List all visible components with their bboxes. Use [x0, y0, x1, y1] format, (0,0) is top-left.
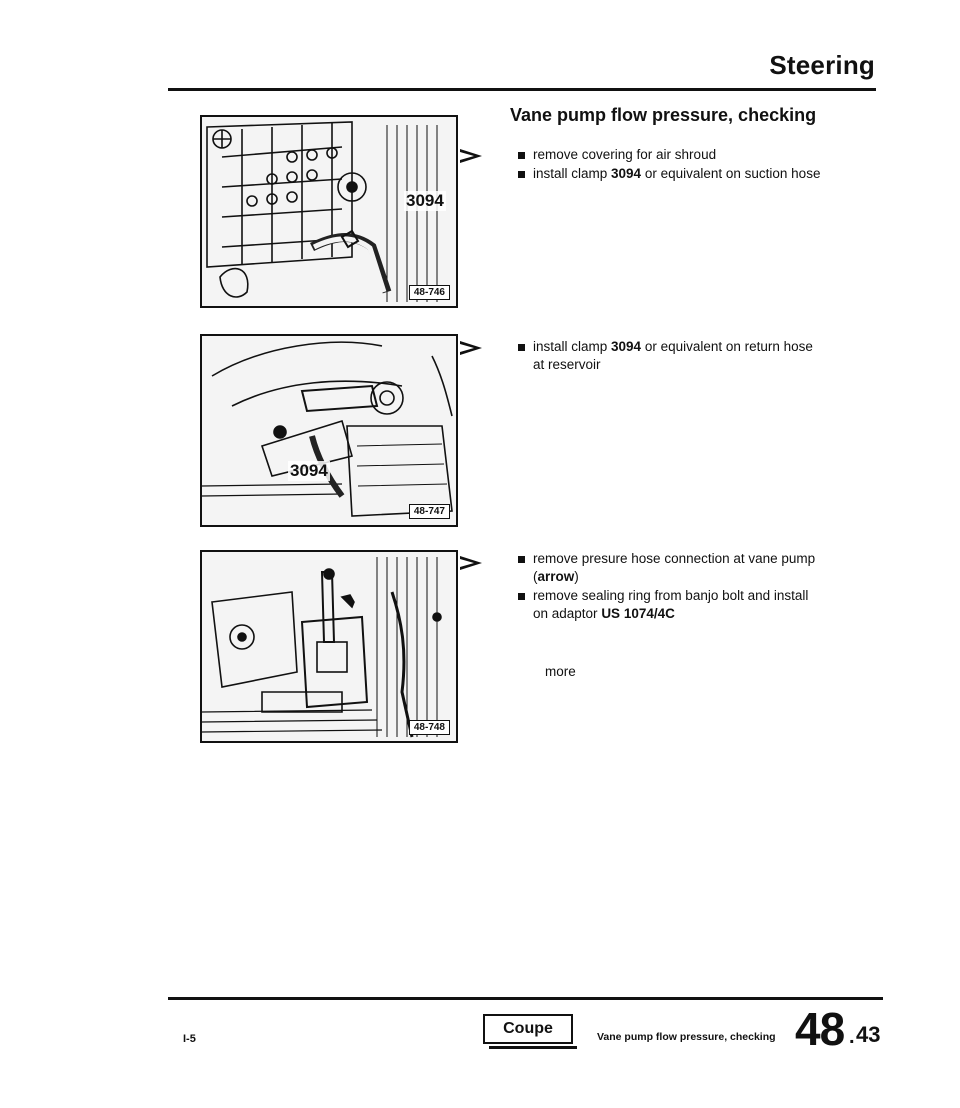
bullet-icon — [518, 593, 525, 600]
figure-3-illustration — [200, 550, 458, 743]
engine-bay-drawing-1 — [202, 117, 458, 308]
step-list-3 — [533, 550, 833, 624]
page-number-sub: 43 — [856, 1022, 881, 1047]
bullet-icon — [518, 171, 525, 178]
step-item: remove sealing ring from banjo bolt and install on adaptor US 1074/4C — [533, 587, 813, 623]
figure-1-illustration — [200, 115, 458, 308]
section-title: Steering — [769, 50, 875, 80]
figure-2-ref: 48-747 — [409, 504, 450, 519]
engine-bay-drawing-2 — [202, 336, 458, 527]
figure-1-ref: 48-746 — [409, 285, 450, 300]
step-item: remove covering for air shroud — [533, 146, 863, 164]
continued-note: more — [545, 664, 576, 679]
page-code: I-5 — [183, 1033, 196, 1045]
pointer-arrow-icon — [458, 555, 484, 571]
engine-bay-drawing-3 — [202, 552, 458, 743]
bullet-icon — [518, 344, 525, 351]
step-list-2 — [533, 338, 823, 375]
figure-3-ref: 48-748 — [409, 720, 450, 735]
page-number-dot: . — [849, 1026, 855, 1048]
procedure-heading: Vane pump flow pressure, checking — [510, 105, 817, 125]
step-item: install clamp 3094 or equivalent on suction hose — [533, 165, 863, 183]
footer-description: Vane pump flow pressure, checking — [597, 1031, 776, 1043]
pointer-arrow-icon — [458, 148, 484, 164]
model-badge: Coupe — [483, 1014, 573, 1044]
step-item: remove presure hose connection at vane pump (arrow) — [533, 550, 833, 586]
bottom-divider — [168, 997, 883, 1000]
step-item: install clamp 3094 or equivalent on return hose at reservoir — [533, 338, 823, 374]
top-divider — [168, 88, 876, 91]
page-number-group: 48 — [795, 1003, 845, 1055]
figure-2-illustration — [200, 334, 458, 527]
pointer-arrow-icon — [458, 340, 484, 356]
bullet-icon — [518, 556, 525, 563]
bullet-icon — [518, 152, 525, 159]
step-list-1 — [533, 146, 863, 184]
figure-2-callout: 3094 — [290, 461, 328, 480]
figure-1-callout: 3094 — [406, 191, 444, 210]
